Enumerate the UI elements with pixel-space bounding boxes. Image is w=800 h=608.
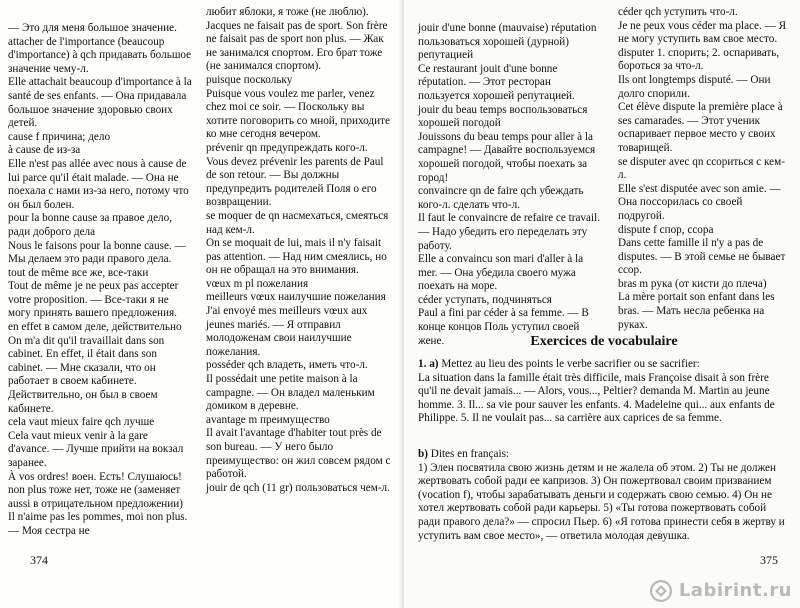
page-number-left: 374: [30, 553, 48, 567]
entry-text: meilleurs vœux наилучшие пожелания: [206, 291, 386, 304]
page-number-right: 375: [760, 553, 778, 567]
entry-text: Il n'aime pas les pommes, moi non plus. — Моя сестра не: [8, 511, 188, 537]
entry-text: pour la bonne cause за правое дело, ради доброго дела: [8, 212, 173, 238]
entry-text: Tout de même je ne peux pas accepter votre proposition. — Все-таки я не могу принять вашего предложения.: [8, 280, 179, 320]
entry-text: Je ne peux vous céder ma place. — Я не могу уступить вам свое место.: [618, 19, 787, 46]
entry-text: jouir du beau temps воспользоваться хорошей погодой: [418, 103, 588, 130]
entry-text: puisque поскольку: [206, 73, 293, 86]
entry-text: Jouissons du beau temps pour aller à la campagne! — Давайте воспользуемся хорошей погодой, чтобы поехать за город!: [418, 130, 596, 184]
watermark: [650, 580, 792, 602]
exercise-1a-instruction: [418, 358, 790, 372]
entry-text: céder уступать, подчиняться: [418, 293, 552, 306]
entry-text: disputer 1. спорить; 2. оспаривать, бороться за что-л.: [618, 46, 780, 73]
entry-text: J'ai envoyé mes meilleurs vœux aux jeunes mariés. — Я отправил молодоженам свои наилучшие пожелания.: [206, 305, 368, 358]
entry-text: Ce restaurant jouit d'une bonne réputation. — Этот ресторан пользуется хорошей репутацией.: [418, 62, 575, 102]
right-page-column-2: [618, 6, 790, 332]
entry-text: posséder qch владеть, иметь что-л.: [206, 359, 368, 372]
entry-text: À vos ordres! воен. Есть! Слушаюсь!: [8, 470, 182, 483]
entry-text: Cet élève dispute la première place à ses camarades. — Этот ученик оспаривает первое место у своих товарищей.: [618, 101, 783, 154]
entry-text: Elle n'est pas allée avec nous à cause de lui parce qu'il était malade. — Она не поехала с нами из-за него, потому что он был болен.: [8, 157, 189, 211]
watermark-text: Labirint.ru: [678, 580, 792, 601]
entry-text: jouir de qch (11 gr) пользоваться чем-л.: [206, 481, 390, 494]
entry-text: Nous le faisons pour la bonne cause. — Мы делаем это ради правого дела.: [8, 239, 186, 266]
entry-text: prévenir qn предупреждать кого-л.: [206, 141, 368, 154]
entry-text: tout de même все же, все-таки: [8, 266, 149, 279]
right-page-column-1: [418, 22, 600, 348]
entry-text: non plus тоже нет, тоже не (заменяет aussi в отрицательном предложении): [8, 484, 183, 510]
left-page-column-1: [8, 22, 192, 539]
exercise-1b-body: 1) Элен посвятила свою жизнь детям и не жалела об этом. 2) Ты не должен жертвовать собой ради ее капризов. 3) Он пожертвовал своим призванием (vocation f), чтобы зарабатывать деньги и содержать свою семью. 4) Он не хотел жертвовать собой ради карьеры. 5) «Ты готова пожертвовать собой ради правого дела?» — спросил Пьер. 6) «Я готова принести себя в жертву и уступить вам свое место», — ответила молодая девушка.: [418, 461, 785, 542]
entry-text: à cause de из-за: [8, 144, 81, 157]
exercise-1b-instruction: [418, 448, 790, 462]
entry-text: cela vaut mieux faire qch лучше: [8, 416, 155, 429]
entry-text: se moquer de qn насмехаться, смеяться над кем-л.: [206, 209, 389, 236]
entry-text: La mère portait son enfant dans les bras. — Мать несла ребенка на руках.: [618, 291, 775, 331]
entry-text: On se moquait de lui, mais il n'y faisait pas attention. — Над ним смеялись, но он не обращал на это внимания.: [206, 237, 387, 277]
exercise-1a: [418, 358, 790, 426]
entry-text: Puisque vous voulez me parler, venez chez moi ce soir. — Поскольку вы хотите поговорить со мной, приходите ко мне сегодня вечером.: [206, 87, 390, 141]
entry-text: céder qch уступить что-л.: [618, 6, 738, 18]
entry-text: Jacques ne faisait pas de sport. Son frère ne faisait pas de sport non plus. — Жак не занимался спортом. Его брат тоже (не занимался спортом).: [206, 19, 388, 73]
entry-text: attacher de l'importance (beaucoup d'importance) à qch придавать большое значение чему-л.: [8, 35, 192, 75]
entry-text: Dans cette famille il n'y a pas de disputes. — В этой семье не бывает ссор.: [618, 237, 786, 277]
entry-text: Cela vaut mieux venir à la gare d'avance. — Лучше прийти на вокзал заранее.: [8, 429, 184, 469]
entry-text: bras m рука (от кисти до плеча): [618, 277, 767, 290]
entry-text: vœux m pl пожелания: [206, 277, 309, 290]
exercise-1a-text: Mettez au lieu des points le verbe sacrifier ou se sacrifier:: [441, 358, 700, 370]
entry-text: convaincre qn de faire qch убеждать кого-л. сделать что-л.: [418, 185, 584, 211]
entry-text: avantage m преимущество: [206, 413, 330, 426]
entry-text: en effet в самом деле, действительно: [8, 321, 182, 334]
section-title: Exercices de vocabulaire: [530, 334, 678, 349]
exercise-1a-label: 1. a): [418, 358, 439, 370]
entry-text: Elle attachait beaucoup d'importance à la santé de ses enfants. — Она придавала большое значение здоровью своих детей.: [8, 76, 192, 130]
entry-text: se disputer avec qn ссориться с кем-л.: [618, 155, 785, 182]
entry-text: jouir d'une bonne (mauvaise) réputation пользоваться хорошей (дурной) репутацией: [418, 22, 597, 62]
entry-text: cause f причина; дело: [8, 130, 111, 143]
entry-text: любит яблоки, я тоже (не люблю).: [206, 6, 369, 18]
labyrinth-logo-icon: [650, 580, 672, 602]
left-page-column-2: [206, 6, 394, 495]
entry-text: — Это для меня большое значение.: [8, 22, 177, 34]
entry-text: Elle a convaincu son mari d'aller à la mer. — Она убедила своего мужа поехать на море.: [418, 253, 584, 293]
entry-text: Vous devez prévenir les parents de Paul de son retour. — Вы должны предупредить родителей Поля о его возвращении.: [206, 155, 384, 209]
entry-text: Ils ont longtemps disputé. — Они долго спорили.: [618, 73, 771, 100]
entry-text: Il avait l'avantage d'habiter tout près de son bureau. — У него было преимущество: он жил совсем рядом с работой.: [206, 427, 391, 481]
entry-text: dispute f спор, ссора: [618, 223, 714, 236]
exercise-1b-label: b): [418, 448, 428, 460]
exercise-1b-text: Dites en français:: [430, 448, 510, 460]
entry-text: Elle s'est disputée avec son amie. — Она поссорилась со своей подругой.: [618, 182, 781, 222]
right-page: [404, 0, 800, 608]
entry-text: On m'a dit qu'il travaillait dans son cabinet. En effet, il était dans son cabinet. — Мне сказали, что он работает в своем кабинете. Действительно, он был в своем кабинете.: [8, 334, 165, 415]
entry-text: Paul a fini par céder à sa femme. — В конце концов Поль уступил своей жене.: [418, 307, 589, 347]
entry-text: Il possédait une petite maison à la campagne. — Он владел маленьким домиком в деревне.: [206, 373, 375, 413]
entry-text: Il faut le convaincre de refaire ce travail. — Надо убедить его переделать эту работу.: [418, 212, 600, 252]
exercise-1a-body: La situation dans la famille était très difficile, mais Françoise disait à son frère qu'il ne devait jamais... — Alors, vous..., Peltier? demanda M. Martin au jeune homme. 3. Il... sa vie pour sauver les enfants. 4. Madeleine qui... aux enfants de Philippe. 5. Il ne voulait pas... sa carrière aux caprices de sa femme.: [418, 371, 775, 425]
exercise-1b: [418, 448, 790, 543]
